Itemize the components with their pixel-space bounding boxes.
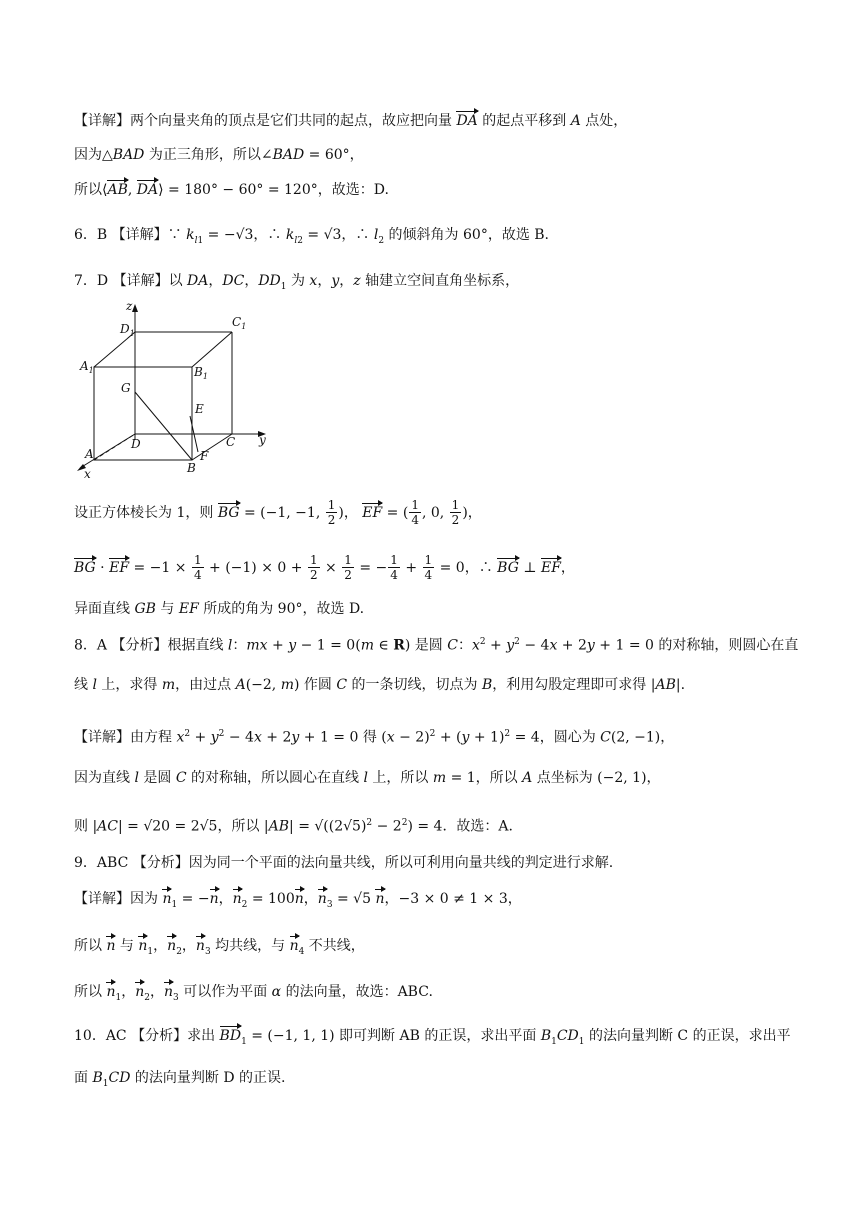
text-line-18: 10．AC 【分析】求出 $BD_1 = (-1$, 1, 1) 即可判断 AB 的正误，求出平面 $B_1CD_1$ 的法向量判断 C 的正误，求出平 [74,1028,791,1047]
text-line-19: 面 $B_1CD$ 的法向量判断 D 的正误. [74,1070,286,1089]
text-line-3: 所以⟨AB, DA⟩ = 180° − 60° = 120°，故选：D. [74,182,389,198]
label-c1: $C_1$ [232,315,247,331]
text-line-2: 因为△BAD 为正三角形，所以∠BAD = 60°， [74,147,364,163]
text-line-17: 所以 $n_1$，$n_2$，$n_3$ 可以作为平面 α 的法向量，故选：ABC. [74,984,433,1003]
text-line-12: 因为直线 l 是圆 C 的对称轴，所以圆心在直线 l 上，所以 m = 1，所以 A 点坐标为 (−2, 1)， [74,770,661,786]
label-a1: $A_1$ [80,359,94,375]
label-a: A [85,447,94,461]
label-b1: $B_1$ [194,365,208,381]
text-line-15: 【详解】因为 $n_1 = -n$，$n_2 = 100n$，$n_3 = √5$ n，−3 × 0 ≠ 1 × 3， [74,891,522,910]
text-line-5: 7．D 【详解】以 DA，DC，$DD_1$ 为 x，y，z 轴建立空间直角坐标系， [74,273,520,292]
label-g: G [121,381,131,395]
text-line-1: 【详解】两个向量夹角的顶点是它们共同的起点，故应把向量 DA 的起点平移到 A 点处， [74,113,628,129]
text-line-16: 所以 n 与 $n_1$，$n_2$，$n_3$ 均共线，与 $n_4$ 不共线， [74,938,365,957]
label-e: E [195,402,204,416]
cube-figure [74,296,274,478]
label-d1: $D_1$ [120,322,135,338]
text-line-10: 线 l 上，求得 m，由过点 A(−2, m) 作圆 C 的一条切线，切点为 B，利用勾股定理即可求得 |AB|. [74,677,686,693]
text-line-4: 6．B 【详解】∵ $k_{l1} = -√3$，∴ $k_{l2} = √3$，∴ $l_2$ 的倾斜角为 60°，故选 B. [74,227,550,246]
label-c: C [226,435,236,449]
label-x: x [84,467,91,478]
text-line-6: 设正方体棱长为 1，则 BG = (−1, −1, $\frac{1}{2}$ )， EF = ( $\frac{1}{4}$ , 0, $\frac{1}{2}$ )， [74,498,482,528]
text-line-8: 异面直线 GB 与 EF 所成的角为 90°，故选 D. [74,601,365,617]
label-d: D [131,437,141,451]
label-y: y [259,433,266,447]
text-line-7: BG · EF = −1 × $\frac{1}{4}$ + (−1) × 0 + $\frac{1}{2}$ × $\frac{1}{2}$ = − $\frac{1}{4}$ + $\frac{1}{4}$ = 0，∴ BG ⊥ EF， [74,553,575,583]
text-line-11: 【详解】由方程 $x^2 + y^2 - 4x + 2y + 1 = 0$ 得 $(x - 2)^2 + (y + 1)^2 = 4$，圆心为 C(2, −1)， [74,729,675,746]
text-line-14: 9．ABC 【分析】因为同一个平面的法向量共线，所以可利用向量共线的判定进行求解. [74,855,614,871]
label-f: F [200,449,209,463]
text-line-13: 则 |AC| = √20 = 2√5，所以 $|AB| = √((2√5)^2 - 2^2) = 4$．故选：A. [74,818,513,835]
label-b: B [187,461,196,475]
label-z: z [126,299,133,313]
text-line-9: 8．A 【分析】根据直线 l：mx + y − 1 = 0(m ∈ R) 是圆 C：$x^2 + y^2 - 4x + 2y + 1 = 0$ 的对称轴，则圆心在直 [74,637,799,654]
